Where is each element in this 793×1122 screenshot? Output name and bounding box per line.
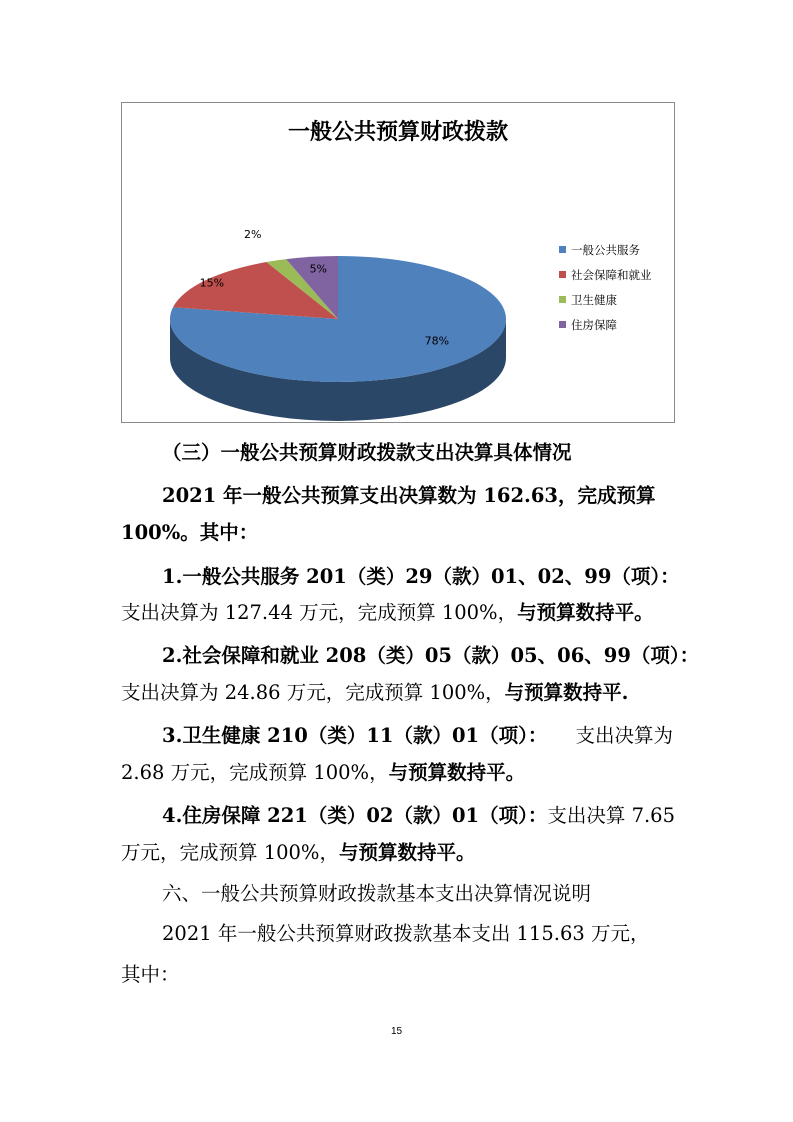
legend-swatch [559, 271, 566, 278]
item4-amount-start: 支出决算 7.65 [547, 804, 675, 827]
legend-item [559, 262, 652, 287]
legend-label: 卫生健康 [571, 292, 617, 307]
section6-line1: 2021 年一般公共预算财政拨款基本支出 115.63 万元， [162, 922, 650, 945]
pie-data-label: 15% [199, 276, 225, 290]
legend-label: 一般公共服务 [571, 242, 640, 257]
item2-title: 2.社会保障和就业 208（类）05（款）05、06、99（项）： [162, 644, 700, 667]
intro-line-2: 100%。其中： [121, 521, 259, 544]
intro-line-1: 2021 年一般公共预算支出决算数为 162.63，完成预算 [162, 484, 656, 507]
item4-amount-text: 万元，完成预算 100%， [121, 841, 339, 864]
item1-amount-text: 支出决算为 127.44 万元，完成预算 100%， [121, 601, 518, 624]
legend-item [559, 237, 652, 262]
item3-detail [121, 756, 673, 790]
legend-swatch [559, 321, 566, 328]
item4-title [162, 799, 673, 833]
page-number: 15 [390, 1026, 403, 1037]
pie-data-label: 2% [243, 227, 262, 241]
pie-data-label: 5% [309, 262, 328, 276]
item4-heading: 4.住房保障 221（类）02（款）01（项）： [162, 804, 548, 827]
section6-line2: 其中： [121, 963, 180, 986]
item2-amount-text: 支出决算为 24.86 万元，完成预算 100%， [121, 681, 505, 704]
chart-legend [559, 237, 652, 337]
chart-title: 一般公共预算财政拨款 [287, 120, 508, 145]
item3-status: 与预算数持平。 [388, 761, 526, 784]
section-heading: （三）一般公共预算财政拨款支出决算具体情况 [162, 441, 572, 464]
item2-detail [121, 676, 673, 710]
legend-label: 社会保障和就业 [571, 267, 652, 282]
item1-status: 与预算数持平。 [517, 601, 654, 624]
item3-amount-start: 支出决算为 [575, 724, 673, 747]
item4-status: 与预算数持平。 [338, 841, 476, 864]
item2-status: 与预算数持平. [504, 681, 629, 704]
legend-item [559, 312, 652, 337]
item1-title: 1.一般公共服务 201（类）29（款）01、02、99（项）： [162, 565, 680, 588]
item3-amount-text: 2.68 万元，完成预算 100%， [121, 761, 389, 784]
item3-heading: 3.卫生健康 210（类）11（款）01（项）： [162, 724, 548, 747]
pie-chart-frame [121, 102, 675, 423]
item1-detail [121, 596, 673, 630]
legend-swatch [559, 296, 566, 303]
legend-item [559, 287, 652, 312]
legend-swatch [559, 246, 566, 253]
legend-label: 住房保障 [571, 317, 617, 332]
item4-detail [121, 836, 673, 870]
section6-heading: 六、一般公共预算财政拨款基本支出决算情况说明 [162, 882, 592, 905]
pie-data-label: 78% [424, 334, 450, 348]
item3-title [162, 719, 673, 753]
